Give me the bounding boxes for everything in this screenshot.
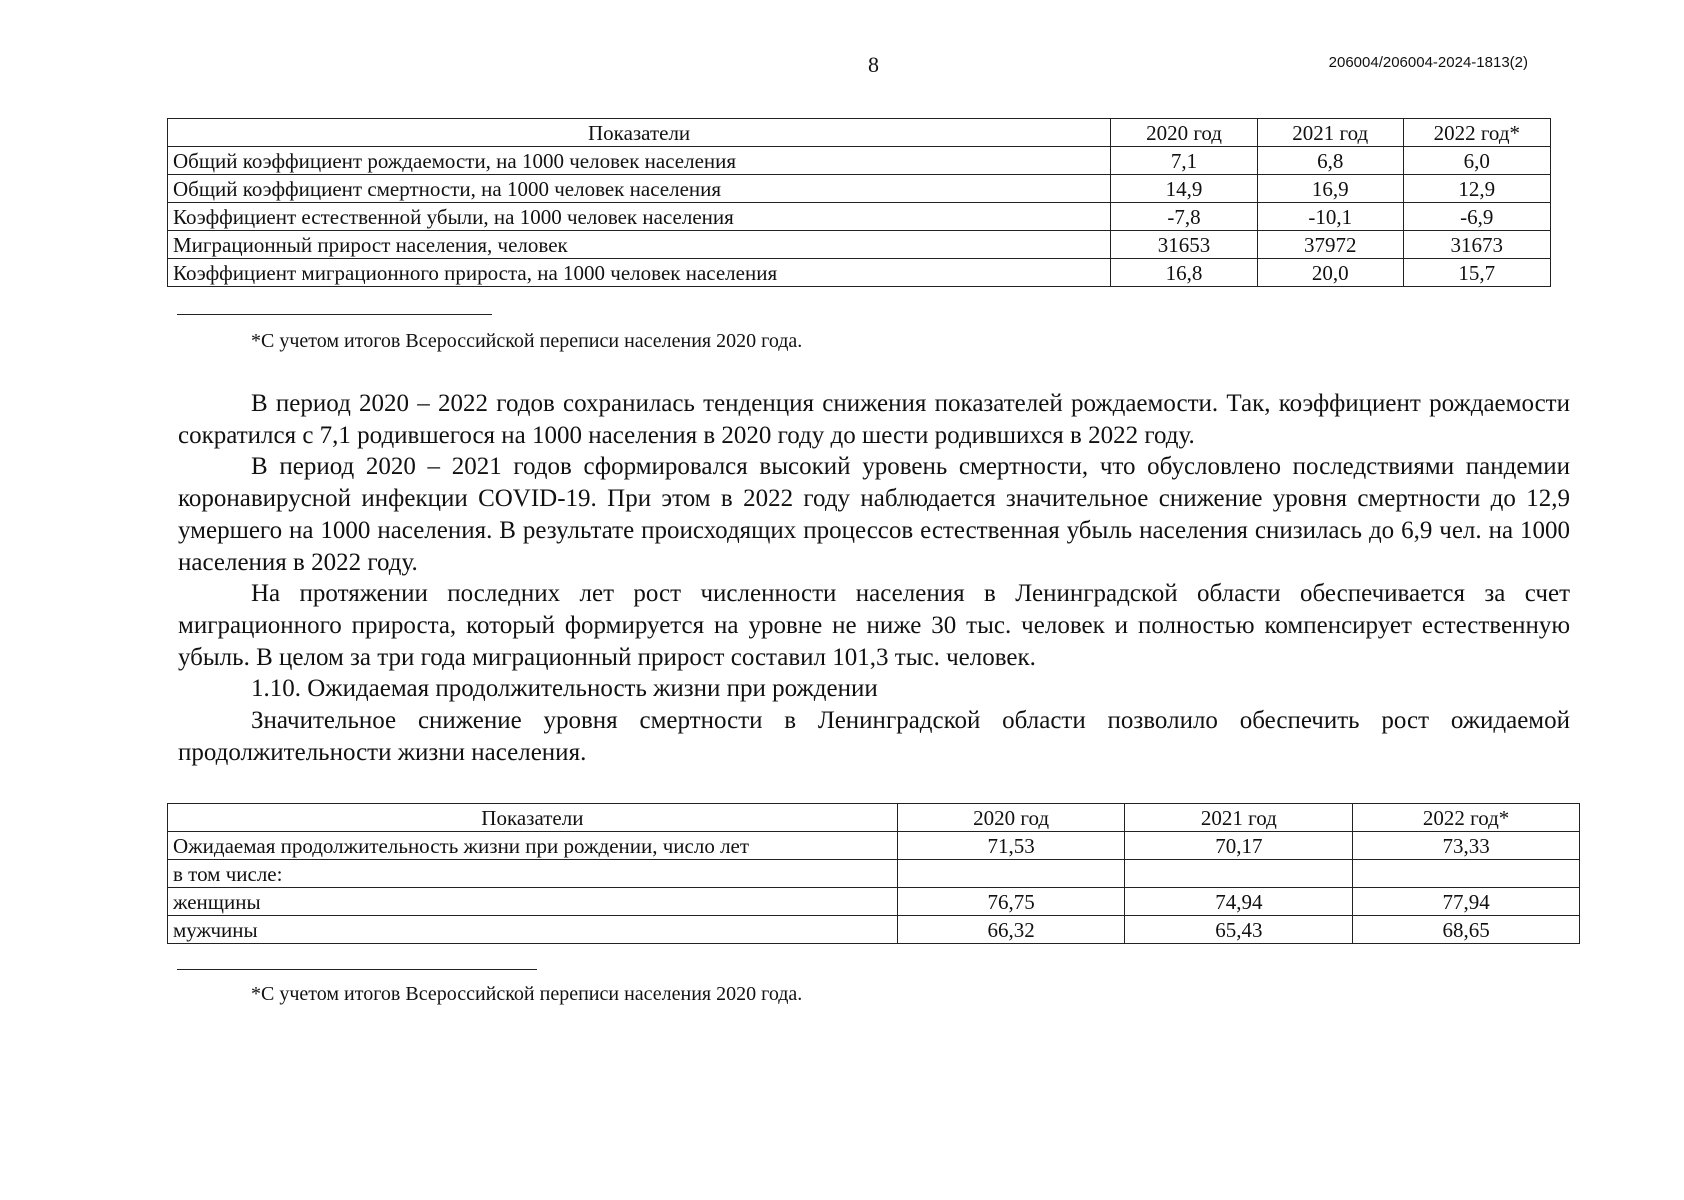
table-header-row	[168, 119, 1551, 147]
table-cell: 12,9	[1403, 175, 1550, 203]
table-cell: 65,43	[1125, 916, 1353, 944]
table-cell: 7,1	[1111, 147, 1258, 175]
footnote: *С учетом итогов Всероссийской переписи населения 2020 года.	[251, 330, 803, 352]
page-number: 8	[868, 52, 879, 77]
row-label: Миграционный прирост населения, человек	[168, 231, 1111, 259]
table-row	[168, 231, 1551, 259]
table-cell: 76,75	[897, 888, 1125, 916]
paragraph: В период 2020 – 2022 годов сохранилась тенденция снижения показателей рождаемости. Так, коэффициент рождаемости сократился с 7,1 родившегося на 1000 населения в 2020 году до шести родившихся в 2022 году.	[178, 390, 1570, 449]
table-cell: 16,9	[1257, 175, 1403, 203]
table-cell: 66,32	[897, 916, 1125, 944]
footnote-divider	[177, 969, 537, 970]
table-cell: 73,33	[1353, 832, 1580, 860]
table-cell: -7,8	[1111, 203, 1258, 231]
column-header: 2022 год*	[1353, 804, 1580, 832]
paragraph: В период 2020 – 2021 годов сформировался высокий уровень смертности, что обусловлено последствиями пандемии коронавирусной инфекции COVID-19. При этом в 2022 году наблюдается значительное снижение уровня смертности до 12,9 умершего на 1000 населения. В результате происходящих процессов естественная убыль населения снизилась до 6,9 чел. на 1000 населения в 2022 году.	[178, 453, 1570, 576]
column-header: 2020 год	[897, 804, 1125, 832]
paragraph: Значительное снижение уровня смертности в Ленинградской области позволило обеспечить рост ожидаемой продолжительности жизни населения.	[178, 707, 1570, 766]
row-label: Ожидаемая продолжительность жизни при рождении, число лет	[168, 832, 898, 860]
row-label: Коэффициент естественной убыли, на 1000 человек населения	[168, 203, 1111, 231]
table-cell: 74,94	[1125, 888, 1353, 916]
table-cell: 6,0	[1403, 147, 1550, 175]
table-cell	[1125, 860, 1353, 888]
table-row	[168, 147, 1551, 175]
row-label: мужчины	[168, 916, 898, 944]
document-id: 206004/206004-2024-1813(2)	[1328, 54, 1528, 71]
table-cell	[1353, 860, 1580, 888]
column-header: 2020 год	[1111, 119, 1258, 147]
footnote-divider	[177, 314, 492, 315]
life-expectancy-table	[167, 803, 1580, 944]
table-row	[168, 888, 1580, 916]
footnote: *С учетом итогов Всероссийской переписи населения 2020 года.	[251, 983, 803, 1005]
table-cell: 70,17	[1125, 832, 1353, 860]
table-row	[168, 860, 1580, 888]
row-label: Коэффициент миграционного прироста, на 1000 человек населения	[168, 259, 1111, 287]
table-cell: 31653	[1111, 231, 1258, 259]
table-cell: 15,7	[1403, 259, 1550, 287]
table-row	[168, 203, 1551, 231]
row-label: в том числе:	[168, 860, 898, 888]
table-cell: 37972	[1257, 231, 1403, 259]
body-text	[178, 388, 1570, 768]
column-header: Показатели	[168, 119, 1111, 147]
table-cell: 16,8	[1111, 259, 1258, 287]
row-label: Общий коэффициент рождаемости, на 1000 человек населения	[168, 147, 1111, 175]
column-header: 2021 год	[1125, 804, 1353, 832]
table-cell: 71,53	[897, 832, 1125, 860]
table-cell: 77,94	[1353, 888, 1580, 916]
column-header: 2021 год	[1257, 119, 1403, 147]
section-heading: 1.10. Ожидаемая продолжительность жизни при рождении	[251, 675, 878, 703]
table-cell	[897, 860, 1125, 888]
table-cell: 68,65	[1353, 916, 1580, 944]
table-cell: -10,1	[1257, 203, 1403, 231]
row-label: Общий коэффициент смертности, на 1000 человек населения	[168, 175, 1111, 203]
table-header-row	[168, 804, 1580, 832]
table-row	[168, 832, 1580, 860]
table-cell: 20,0	[1257, 259, 1403, 287]
column-header: Показатели	[168, 804, 898, 832]
paragraph: На протяжении последних лет рост численности населения в Ленинградской области обеспечивается за счет миграционного прироста, который формируется на уровне не ниже 30 тыс. человек и полностью компенсирует естественную убыль. В целом за три года миграционный прирост составил 101,3 тыс. человек.	[178, 580, 1570, 671]
table-row	[168, 259, 1551, 287]
demographics-table	[167, 118, 1551, 287]
column-header: 2022 год*	[1403, 119, 1550, 147]
table-row	[168, 916, 1580, 944]
table-cell: 31673	[1403, 231, 1550, 259]
table-cell: -6,9	[1403, 203, 1550, 231]
table-cell: 14,9	[1111, 175, 1258, 203]
table-cell: 6,8	[1257, 147, 1403, 175]
table-row	[168, 175, 1551, 203]
row-label: женщины	[168, 888, 898, 916]
